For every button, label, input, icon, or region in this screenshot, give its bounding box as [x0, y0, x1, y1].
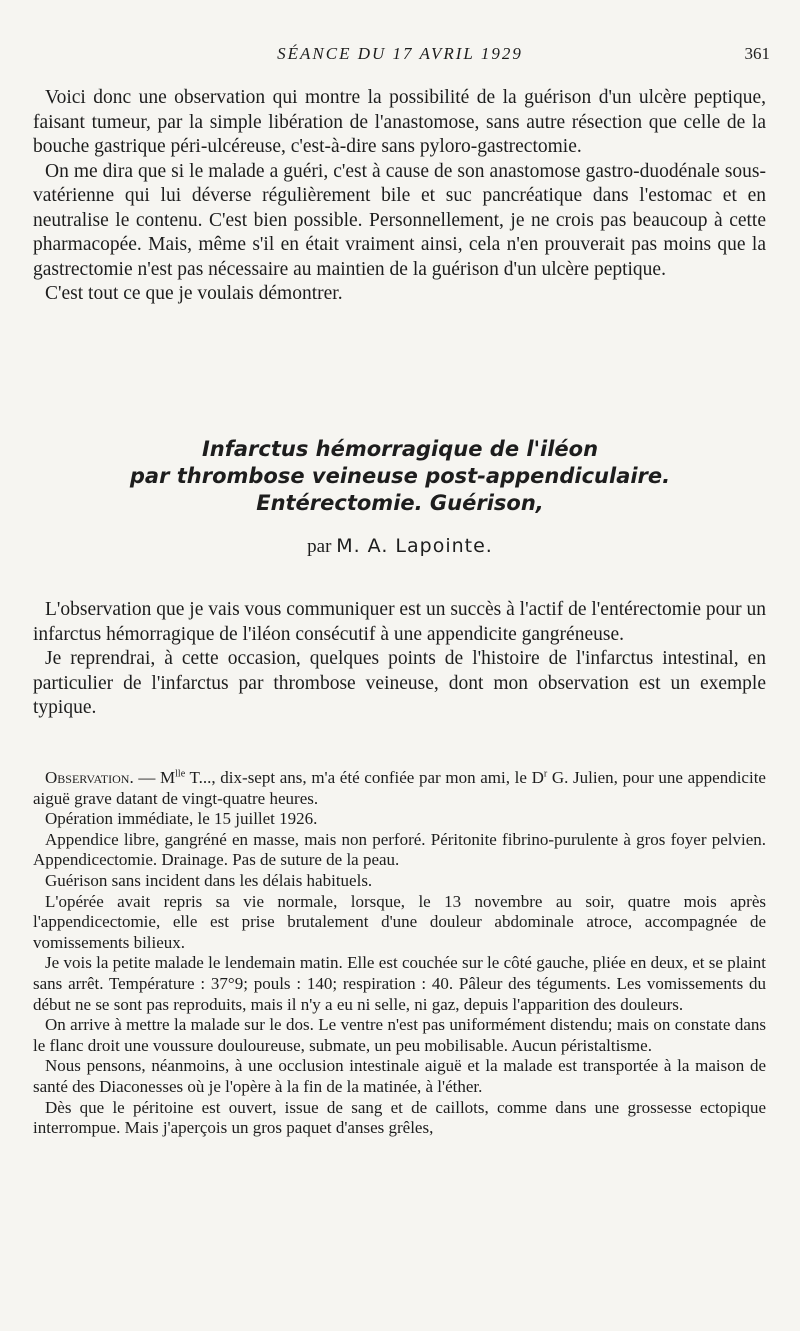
author-name: M. A. Lapointe. — [336, 535, 493, 557]
title-line: Infarctus hémorragique de l'iléon — [201, 437, 599, 461]
title-line: Entérectomie. Guérison, — [256, 491, 544, 515]
author-line — [0, 535, 800, 558]
article-title — [0, 436, 800, 517]
paragraph: Dès que le péritoine est ouvert, issue de sang et de caillots, comme dans une grossesse ectopique interrompue. Mais j'aperçois un gros paquet d'anses grêles, — [33, 1097, 766, 1138]
paragraph: On me dira que si le malade a guéri, c'est à cause de son anastomose gastro-duodénale sous-vatérienne qui lui déverse régulièrement bile et suc pancréatique dans l'estomac et en neutralise le contenu. C'est bien possible. Personnellement, je ne crois pas beaucoup à cette pharmacopée. Mais, même s'il en était vraiment ainsi, cela n'en prouverait pas moins que la gastrectomie n'est pas nécessaire au maintien de la guérison d'un ulcère peptique. — [33, 160, 766, 280]
paragraph: L'observation que je vais vous communiquer est un succès à l'actif de l'entérectomie pour un infarctus hémorragique de l'iléon consécutif à une appendicite gangréneuse. — [33, 599, 766, 645]
paragraph: Voici donc une observation qui montre la possibilité de la guérison d'un ulcère peptique, faisant tumeur, par la simple libération de l'anastomose, sans autre résection que celle de la bouche gastrique péri-ulcéreuse, c'est-à-dire sans pyloro-gastrectomie. — [33, 87, 766, 157]
author-prefix: par — [307, 536, 332, 557]
observation-label: Observation. — [45, 768, 134, 787]
running-title: SÉANCE DU 17 AVRIL 1929 — [277, 44, 523, 63]
title-line: par thrombose veineuse post-appendiculaire. — [129, 464, 671, 488]
paragraph: Je reprendrai, à cette occasion, quelques points de l'histoire de l'infarctus intestinal, en particulier de l'infarctus par thrombose veineuse, dont mon observation est un exemple typique. — [33, 648, 766, 718]
paragraph: L'opérée avait repris sa vie normale, lorsque, le 13 novembre au soir, quatre mois après l'appendicectomie, elle est prise brutalement d'une douleur abdominale atroce, accompagnée de vomissements bilieux. — [33, 891, 766, 952]
article-introduction — [33, 598, 766, 721]
observation-first-paragraph: Observation. — $M^{lle}$ T..., dix-sept ans, m'a été confiée par mon ami, le $D^r$ G. Julien, pour une appendicite aiguë grave datant de vingt-quatre heures. — [33, 768, 766, 808]
previous-article-conclusion — [33, 86, 766, 307]
page-number: 361 — [744, 44, 770, 63]
page-header — [0, 44, 800, 74]
paragraph: Opération immédiate, le 15 juillet 1926. — [45, 809, 318, 829]
observation-section — [33, 768, 766, 1139]
paragraph: Je vois la petite malade le lendemain matin. Elle est couchée sur le côté gauche, pliée en deux, et se plaint sans arrêt. Température : 37°9; pouls : 140; respiration : 40. Pâleur des téguments. Les vomissements du début ne se sont pas reproduits, mais il n'y a eu ni selle, ni gaz, depuis l'apparition des douleurs. — [33, 953, 766, 1014]
paragraph: C'est tout ce que je voulais démontrer. — [45, 283, 343, 304]
paragraph: Guérison sans incident dans les délais habituels. — [45, 870, 373, 890]
paragraph: On arrive à mettre la malade sur le dos. Le ventre n'est pas uniformément distendu; mais on constate dans le flanc droit une voussure douloureuse, submate, un peu mobilisable. Aucun péristaltisme. — [33, 1015, 766, 1055]
paragraph: Nous pensons, néanmoins, à une occlusion intestinale aiguë et la malade est transportée à la maison de santé des Diaconesses où je l'opère à la fin de la matinée, à l'éther. — [33, 1056, 766, 1096]
paragraph: Appendice libre, gangréné en masse, mais non perforé. Péritonite fibrino-purulente à gros foyer pelvien. Appendicectomie. Drainage. Pas de suture de la peau. — [33, 829, 766, 870]
